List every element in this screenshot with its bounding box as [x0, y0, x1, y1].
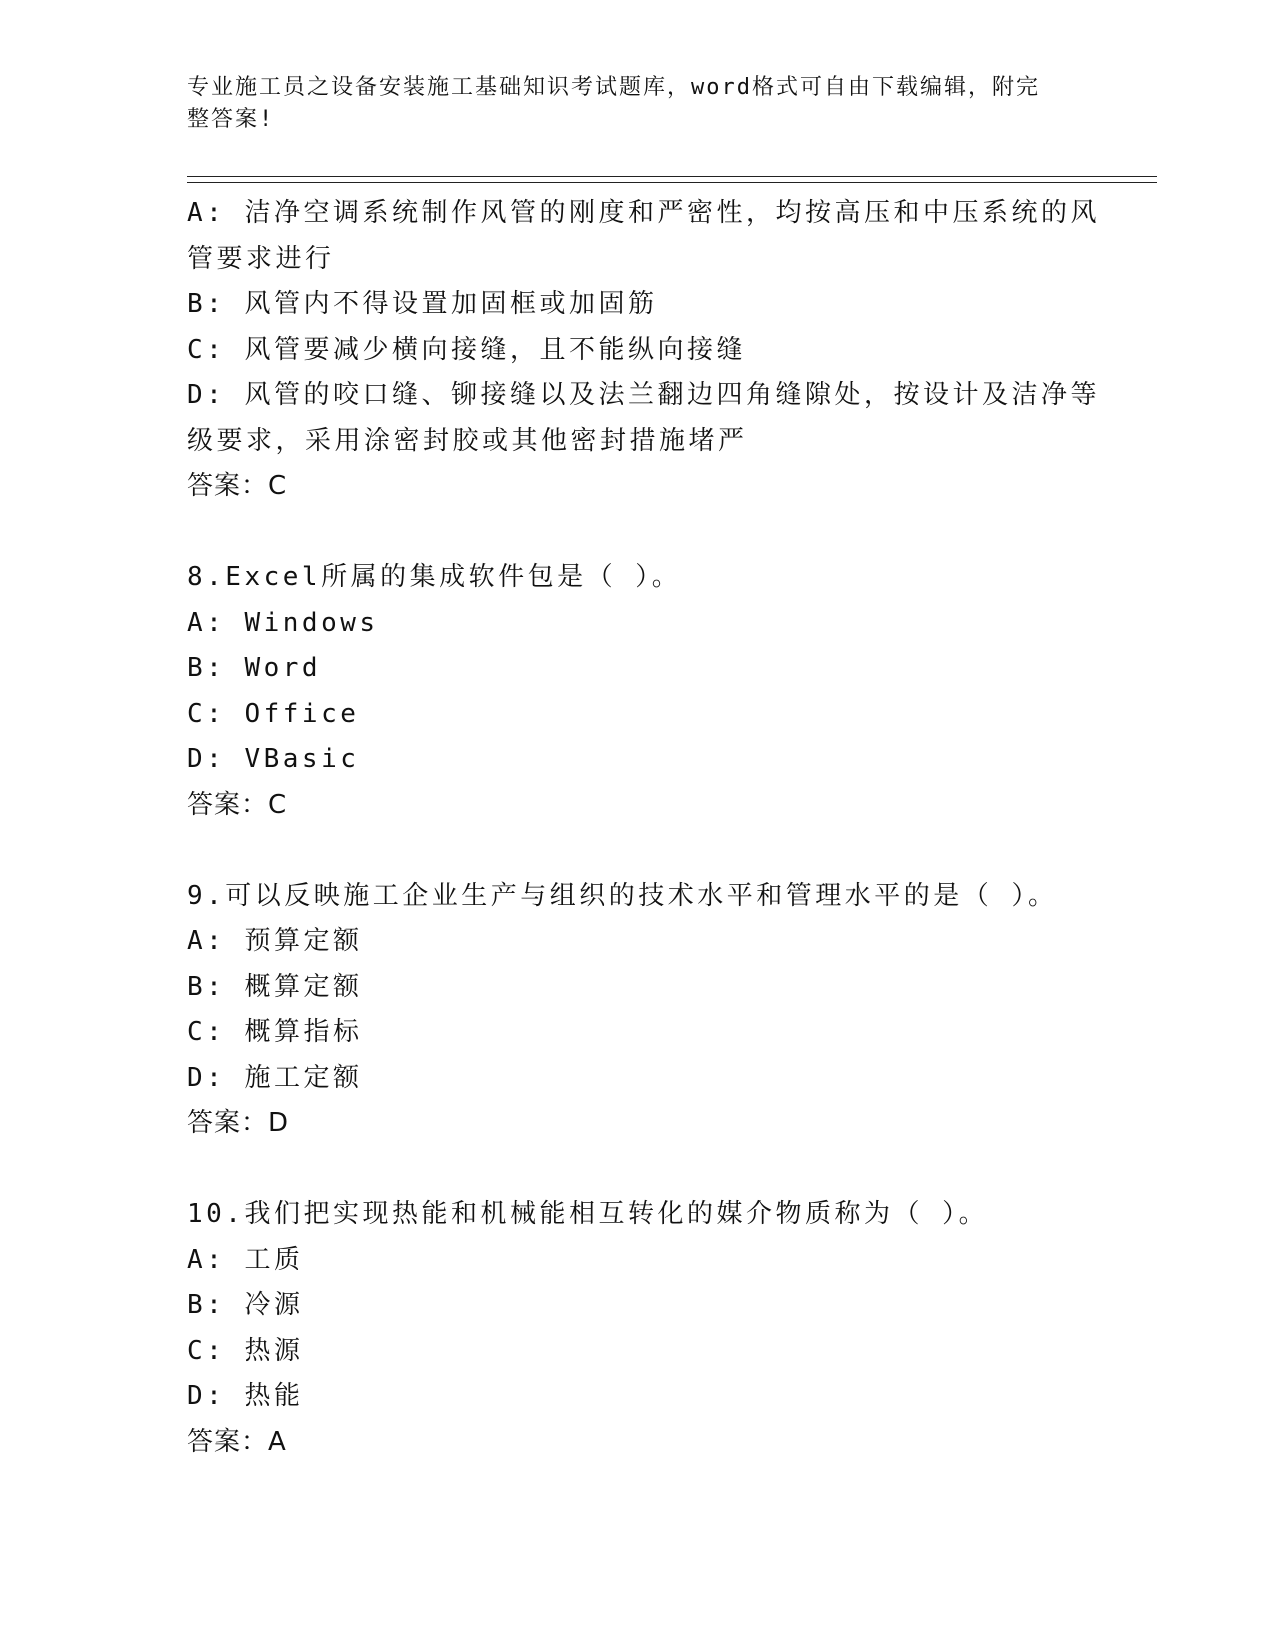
question-list	[187, 191, 1107, 1465]
option-a: A: 工质	[187, 1244, 304, 1275]
option-b: B: 概算定额	[187, 971, 363, 1002]
header-divider-bottom	[187, 182, 1157, 183]
option-a-line-2: 管要求进行	[187, 243, 335, 274]
option-a: A: Windows	[187, 607, 379, 638]
answer-text: 答案：D	[187, 1108, 290, 1138]
option-c: C: Office	[187, 698, 360, 729]
option-a: A: 预算定额	[187, 926, 363, 956]
option-b: B: 风管内不得设置加固框或加固筋	[187, 289, 658, 319]
header-line-1: 专业施工员之设备安装施工基础知识考试题库，word格式可自由下载编辑，附完	[187, 75, 1040, 100]
answer-text: 答案：C	[187, 471, 288, 501]
option-c: C: 热源	[187, 1335, 304, 1366]
question-stem: 10.我们把实现热能和机械能相互转化的媒介物质称为（ ）。	[187, 1199, 989, 1229]
option-c: C: 风管要减少横向接缝，且不能纵向接缝	[187, 334, 746, 365]
question-block-9	[187, 874, 1107, 1147]
question-stem: 9.可以反映施工企业生产与组织的技术水平和管理水平的是（ ）。	[187, 880, 1058, 911]
option-c: C: 概算指标	[187, 1017, 363, 1047]
question-spacer	[187, 828, 1107, 874]
option-d: D: 热能	[187, 1381, 304, 1411]
option-d-line-1: D: 风管的咬口缝、铆接缝以及法兰翻边四角缝隙处，按设计及洁净等	[187, 380, 1100, 410]
option-a-line-1: A: 洁净空调系统制作风管的刚度和严密性，均按高压和中压系统的风	[187, 198, 1100, 228]
header-line-2: 整答案!	[187, 107, 275, 132]
option-b: B: 冷源	[187, 1290, 304, 1320]
answer-text: 答案：C	[187, 789, 288, 820]
header-divider-top	[187, 176, 1157, 177]
answer-text: 答案：A	[187, 1426, 287, 1457]
question-block-7	[187, 191, 1107, 510]
question-spacer	[187, 510, 1107, 556]
question-block-10	[187, 1192, 1107, 1465]
question-stem: 8.Excel所属的集成软件包是（ ）。	[187, 562, 682, 592]
question-spacer	[187, 1147, 1107, 1193]
option-d-line-2: 级要求，采用涂密封胶或其他密封措施堵严	[187, 425, 748, 456]
option-d: D: VBasic	[187, 744, 360, 774]
option-b: B: Word	[187, 653, 322, 683]
document-header	[187, 72, 1077, 136]
option-d: D: 施工定额	[187, 1062, 363, 1093]
question-block-8	[187, 555, 1107, 828]
